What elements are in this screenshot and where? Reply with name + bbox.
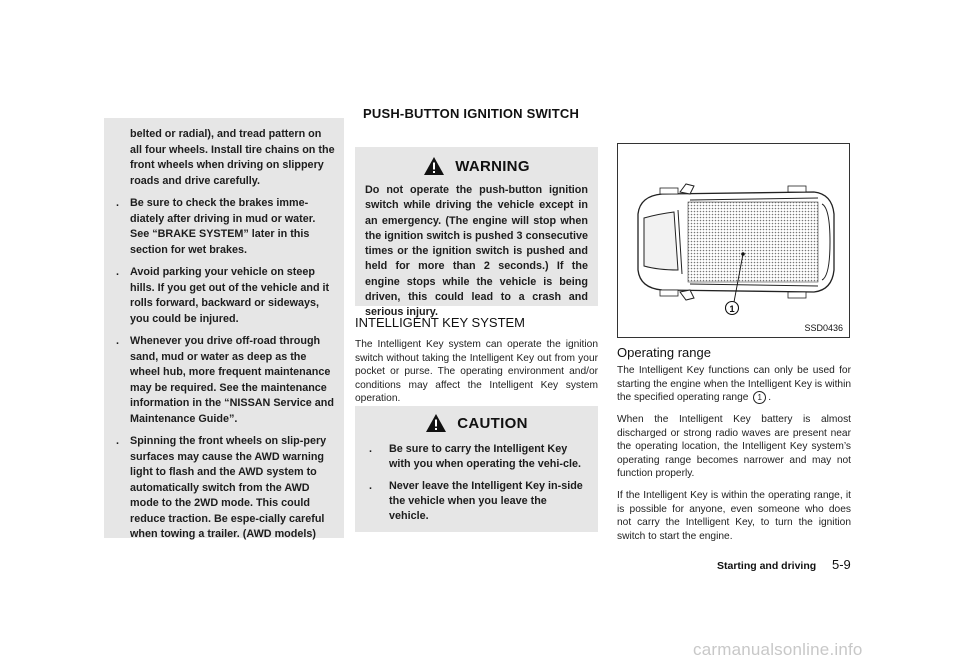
warning-box [355,147,598,319]
paragraph: If the Intelligent Key is within the operating range, it is possible for anyone, even someone who does not carry the Intelligent Key, to turn the ignition switch to start the engine. [617,489,851,542]
caution-triangle-icon [425,413,447,433]
paragraph [617,364,851,405]
paragraph-text: The Intelligent Key functions can only be used for starting the engine when the Intelligent Key is within the specified operating range [617,365,851,404]
list-item-text: Avoid parking your vehicle on steep hills. If you get out of the vehicle and it rolls forward, backward or sideways, you could be injured. [130,266,330,325]
list-item-text: Never leave the Intelligent Key in-side the vehicle when you leave the vehicle. [389,479,583,523]
bullet: . [116,197,119,209]
list-item-text: Be sure to carry the Intelligent Key with you when operating the vehi-cle. [389,443,581,471]
caution-box [355,406,598,532]
list-item [116,196,336,258]
list-item [365,442,588,473]
section-title: PUSH-BUTTON IGNITION SWITCH [363,106,580,121]
intelligent-key-text: The Intelligent Key system can operate the ignition switch without taking the Intelligent Key out from your pocket or purse. The operating environment and/or conditions may affect the Intelligent Key system operation. [355,339,598,405]
list-item [116,265,336,327]
list-item [116,334,336,427]
caution-title: CAUTION [457,414,528,432]
continuation-text: belted or radial), and tread pattern on all four wheels. Install tire chains on the front wheels when driving on slippery roads and drive carefully. [130,128,335,187]
figure-code: SSD0436 [804,323,843,333]
list-item-text: Whenever you drive off-road through sand, mud or water as deep as the wheel hub, more frequent maintenance may be required. See the maintenance information in the “NISSAN Service and Maintenance Guide”. [130,335,334,425]
operating-range-heading: Operating range [617,345,711,360]
list-item [116,434,336,543]
page-number: 5-9 [832,557,851,572]
vehicle-range-figure [617,143,850,338]
warning-triangle-icon [423,156,445,176]
callout-ref: 1 [753,391,766,404]
list-item-text: Spinning the front wheels on slip-pery surfaces may cause the AWD warning light to flash and the AWD system to automatically switch from the AWD mode to the 2WD mode. This could reduce traction. Be espe-cially careful when towing a trailer. (AWD models) [130,435,327,540]
bullet: . [369,479,372,492]
vehicle-top-view-illustration [618,144,849,337]
paragraph-end: . [768,392,772,404]
list-item-text: Be sure to check the brakes imme-diately after driving in mud or water. See “BRAKE SYSTEM” later in this section for wet brakes. [130,197,316,256]
operating-range-text [617,364,851,551]
bullet: . [369,443,372,455]
list-item [365,479,588,525]
bullet: . [116,266,119,278]
bullet: . [116,435,119,447]
intelligent-key-heading: INTELLIGENT KEY SYSTEM [355,315,526,330]
warning-title: WARNING [455,157,530,175]
watermark: carmanualsonline.info [693,640,863,659]
callout-number: 1 [729,304,735,315]
footer-section-label: Starting and driving [717,560,817,572]
bullet: . [116,335,119,347]
tips-panel [104,118,344,538]
paragraph: When the Intelligent Key battery is almost discharged or strong radio waves are present near the operating location, the Intelligent Key system’s operating range becomes narrower and may not function properly. [617,413,851,480]
warning-text: Do not operate the push-button ignition switch while driving the vehicle except in an emergency. (The engine will stop when the ignition switch is pushed 3 consecutive times or the ignition switch is pushed and held for more than 2 seconds.) If the engine stops while the vehicle is being driven, this could lead to a crash and serious injury. [365,184,588,319]
